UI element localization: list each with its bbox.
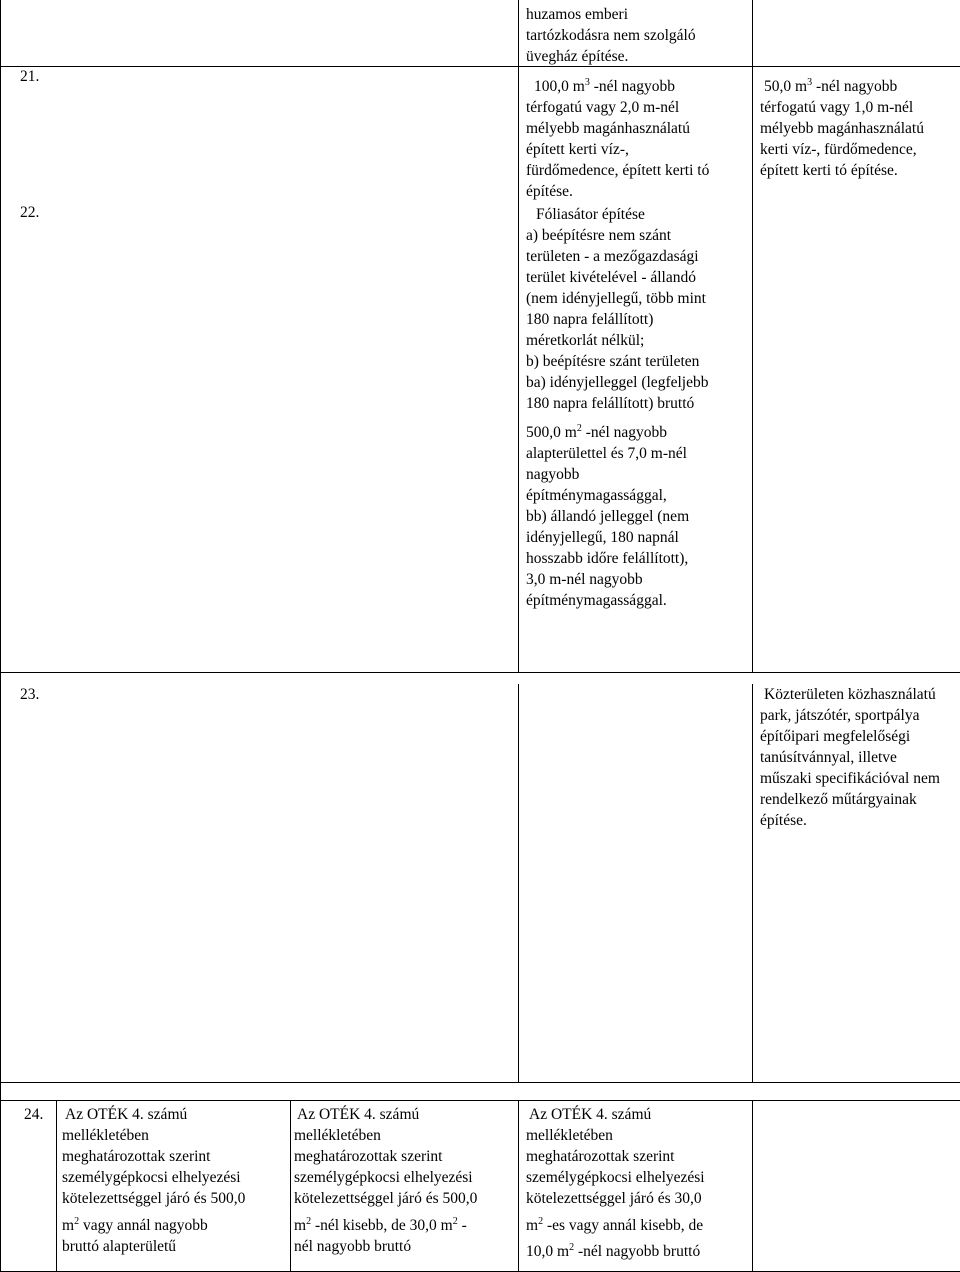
row-21-column-2-rest: -nél nagyobb térfogatú vagy 2,0 m-nél mélyebb magánhasználatú épített kerti víz-, fürdőmedence, épített kerti tó építése. <box>526 78 710 200</box>
unit-exponent: 2 <box>538 1216 544 1227</box>
row-24-column-2 <box>294 1104 516 1257</box>
column-divider-24-1 <box>56 1100 57 1272</box>
area-unit: m <box>294 1217 307 1234</box>
column-divider-24-4 <box>752 1100 753 1272</box>
row-24-column-3-rest: -nél nagyobb bruttó <box>574 1243 701 1260</box>
row-24-column-2-text: Az OTÉK 4. számú mellékletében meghatározottak szerint személygépkocsi elhelyezési kötelezettséggel járó és 500,0 <box>294 1106 478 1207</box>
volume-value: 50,0 m <box>764 78 808 95</box>
unit-exponent: 3 <box>807 77 813 88</box>
row-number-21: 21. <box>20 68 40 85</box>
row-24-column-1-area <box>62 1215 288 1257</box>
row-24-column-2-rest: - nél nagyobb bruttó <box>294 1217 467 1255</box>
row-24-column-3-area <box>526 1215 750 1236</box>
row-21-column-2-text <box>526 76 750 202</box>
row-22-column-2-rest: -nél nagyobb alapterülettel és 7,0 m-nél nagyobb építménymagassággal, bb) állandó jelleggel (nem idényjellegű, 180 napnál hosszabb időre felállított), 3,0 m-nél nagyobb építménymagassággal. <box>526 424 690 609</box>
row-number-24: 24. <box>24 1106 44 1123</box>
area-unit: m <box>526 1217 539 1234</box>
column-divider-23-1 <box>518 684 519 1082</box>
previous-row-text: huzamos emberi tartózkodásra nem szolgáló üvegház építése. <box>526 6 696 65</box>
unit-exponent: 2 <box>306 1216 312 1227</box>
row-border-21-top <box>0 66 960 67</box>
row-22-column-2-continuation <box>526 422 750 611</box>
unit-exponent: 2 <box>74 1216 80 1227</box>
row-24-column-2-area <box>294 1215 516 1257</box>
volume-value: 100,0 m <box>534 78 585 95</box>
row-21-column-3-text <box>760 76 960 181</box>
row-border-22-bottom <box>0 672 960 673</box>
row-24-column-3-text: Az OTÉK 4. számú mellékletében meghatározottak szerint személygépkocsi elhelyezési kötelezettséggel járó és 30,0 <box>526 1106 705 1207</box>
row-number-22: 22. <box>20 204 40 221</box>
row-border-23-bottom <box>0 1082 960 1083</box>
column-divider-1 <box>518 0 519 672</box>
row-24-column-1-text: Az OTÉK 4. számú mellékletében meghatározottak szerint személygépkocsi elhelyezési kötelezettséggel járó és 500,0 <box>62 1106 246 1207</box>
unit-exponent: 2 <box>452 1216 458 1227</box>
column-divider-24-3 <box>518 1100 519 1272</box>
row-22-column-2-text: Fóliasátor építése a) beépítésre nem szánt területen - a mezőgazdasági terület kivételével - állandó (nem idényjellegű, több mint 180 napra felállított) méretkorlát nélkül; b) beépítésre szánt területen ba) idényjelleggel (legfeljebb 180 napra felállított) bruttó <box>526 206 709 412</box>
row-24-column-1 <box>62 1104 288 1257</box>
unit-exponent: 3 <box>584 77 590 88</box>
row-border-24-top <box>0 1100 960 1101</box>
column-divider-23-2 <box>752 684 753 1082</box>
row-24-column-3-area-2 <box>526 1241 750 1262</box>
row-21-column-3-rest: -nél nagyobb térfogatú vagy 1,0 m-nél mélyebb magánhasználatú kerti víz-, fürdőmedence, épített kerti tó építése. <box>760 78 924 179</box>
column-divider-24-2 <box>290 1100 291 1272</box>
column-divider-2 <box>752 0 753 672</box>
unit-exponent: 2 <box>576 423 582 434</box>
row-24-column-3 <box>526 1104 750 1262</box>
row-number-23: 23. <box>20 686 40 703</box>
row-24-column-2-middle: -nél kisebb, de 30,0 m <box>311 1217 453 1234</box>
row-23-column-3-text: Közterületen közhasználatú park, játszótér, sportpálya építőipari megfelelőségi tanúsítvánnyal, illetve műszaki specifikációval nem rendelkező műtárgyainak építése. <box>760 686 940 829</box>
area-value: 10,0 m <box>526 1243 570 1260</box>
area-unit: m <box>62 1217 75 1234</box>
unit-exponent: 2 <box>569 1242 575 1253</box>
area-value: 500,0 m <box>526 424 577 441</box>
row-24-column-1-rest: vagy annál nagyobb bruttó alapterületű <box>62 1217 208 1255</box>
row-24-column-3-middle: -es vagy annál kisebb, de <box>543 1217 704 1234</box>
